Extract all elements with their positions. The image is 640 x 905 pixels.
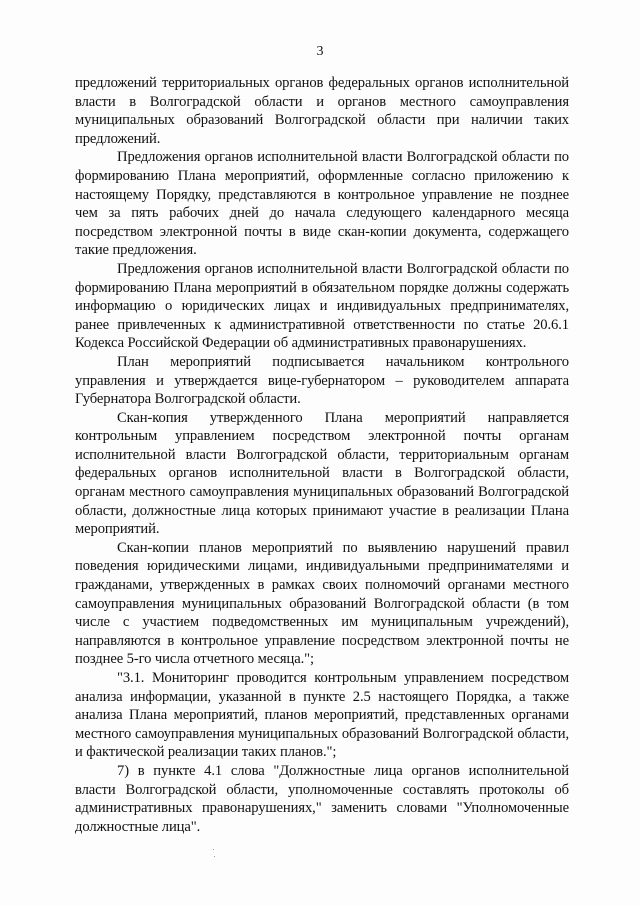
page-number: 3 — [316, 44, 324, 59]
paragraph-monitoring-3-1: "3.1. Мониторинг проводится контрольным управлением посредством анализа информации, указанной в пункте 2.5 настоящего Порядка, а также анализа Плана мероприятий, планов мероприятий, представленных органами местного самоуправления муниципальных образований Волгоградской области, и фактической реализации таких планов."; — [75, 670, 569, 761]
paragraph-proposals-content: Предложения органов исполнительной власти Волгоградской области по формированию Плана мероприятий в обязательном порядке должны содержать информацию о юридических лицах и индивидуальных предпринимателях, ранее привлеченных к административной ответственности по статье 20.6.1 Кодекса Российской Федерации об административных правонарушениях. — [75, 260, 569, 352]
paragraph-municipal-plans: Скан-копии планов мероприятий по выявлению нарушений правил поведения юридическими лицами, индивидуальными предпринимателями и гражданами, утвержденных в рамках своих полномочий органами местного самоуправления муниципальных образований Волгоградской области (в том числе с участием подведомственных им муниципальным учреждений), направляются в контрольное управление посредством электронной почты не позднее 5-го числа отчетного месяца."; — [75, 539, 569, 668]
paragraph-proposals-submission: Предложения органов исполнительной власти Волгоградской области по формированию Плана мероприятий, оформленные согласно приложению к настоящему Порядку, представляются в контрольное управление не позднее чем за пять рабочих дней до начала следующего календарного месяца посредством электронной почты в виде скан-копии документа, содержащего такие предложения. — [75, 149, 569, 259]
paragraph-item-7: 7) в пункте 4.1 слова "Должностные лица органов исполнительной власти Волгоградской области, уполномоченные составлять протоколы об административных правонарушениях," заменить словами "Уполномоченные должностные лица". — [75, 762, 569, 835]
document-body — [75, 74, 569, 836]
scan-speck — [214, 856, 215, 857]
paragraph-plan-approval: План мероприятий подписывается начальником контрольного управления и утверждается вице-губернатором – руководителем аппарата Губернатора Волгоградской области. — [75, 353, 569, 408]
paragraph-plan-distribution: Скан-копия утвержденного Плана мероприятий направляется контрольным управлением посредством электронной почты органам исполнительной власти Волгоградской области, территориальным органам федеральных органов исполнительной власти в Волгоградской области, органам местного самоуправления муниципальных образований Волгоградской области, должностные лица которых принимают участие в реализации Плана мероприятий. — [75, 409, 569, 538]
scan-speck — [213, 849, 214, 850]
paragraph-continuation: предложений территориальных органов федеральных органов исполнительной власти в Волгоградской области и органов местного самоуправления муниципальных образований Волгоградской области при наличии таких предложений. — [75, 75, 569, 147]
